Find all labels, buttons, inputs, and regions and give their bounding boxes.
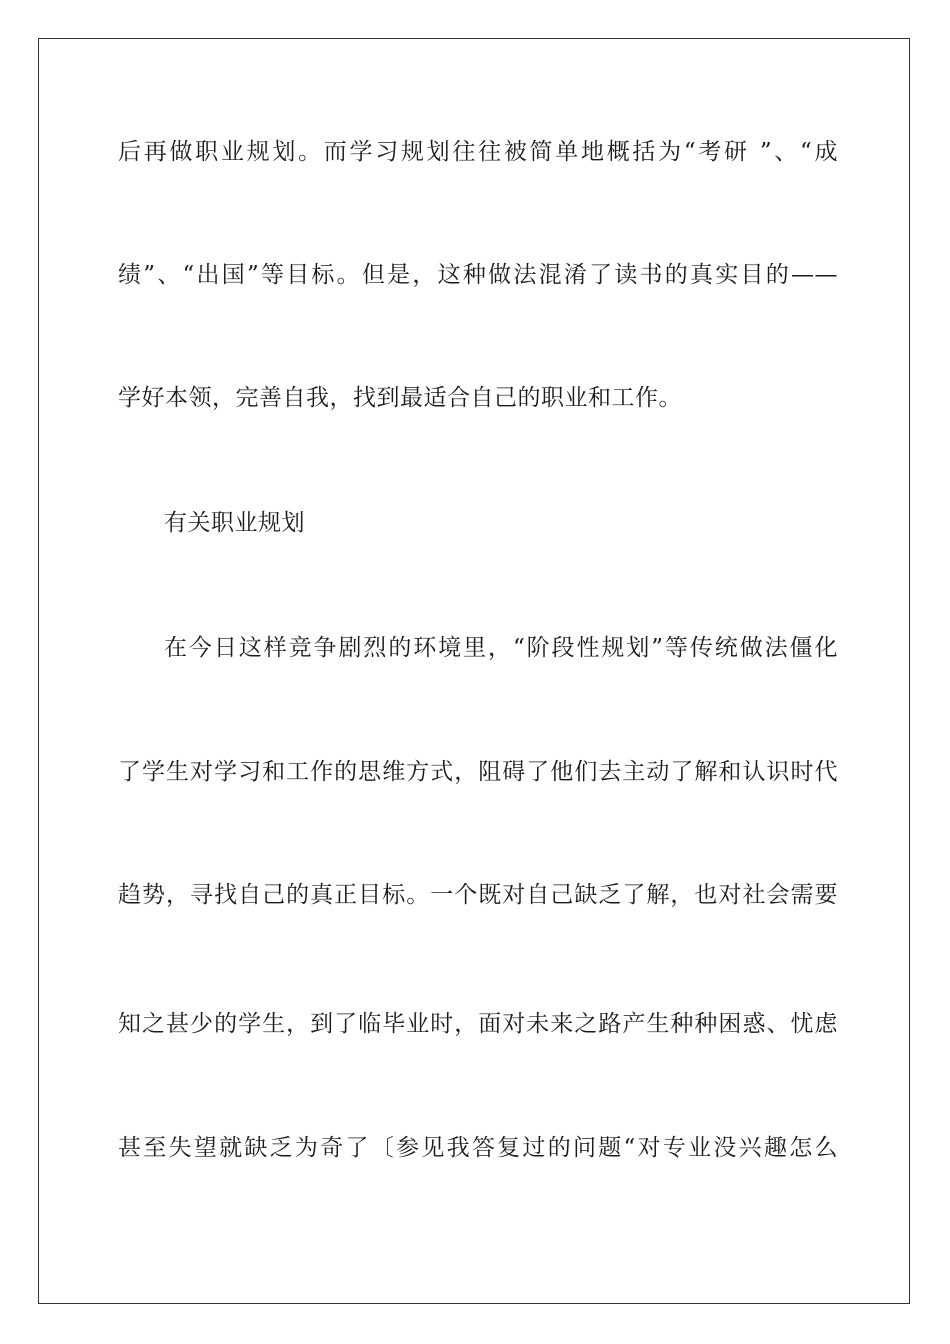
body-text-line-3: 学好本领，完善自我，找到最适合自己的职业和工作。 [118,385,682,411]
body-text-line-4: 在今日这样竞争剧烈的环境里，“阶段性规划”等传统做法僵化 [164,635,838,661]
body-text-line-6: 趋势，寻找自己的真正目标。一个既对自己缺乏了解，也对社会需要 [118,882,838,908]
body-text-line-8: 甚至失望就缺乏为奇了〔参见我答复过的问题“对专业没兴趣怎么 [118,1135,838,1161]
body-text-line-1: 后再做职业规划。而学习规划往往被简单地概括为“考研 ”、“成 [118,139,838,165]
body-text-line-7: 知之甚少的学生，到了临毕业时，面对未来之路产生种种困惑、忧虑 [118,1011,838,1037]
section-heading: 有关职业规划 [164,510,305,536]
body-text-line-2: 绩”、“出国”等目标。但是，这种做法混淆了读书的真实目的—— [118,262,838,288]
page-border [38,38,910,1304]
body-text-line-5: 了学生对学习和工作的思维方式，阻碍了他们去主动了解和认识时代 [118,759,838,785]
